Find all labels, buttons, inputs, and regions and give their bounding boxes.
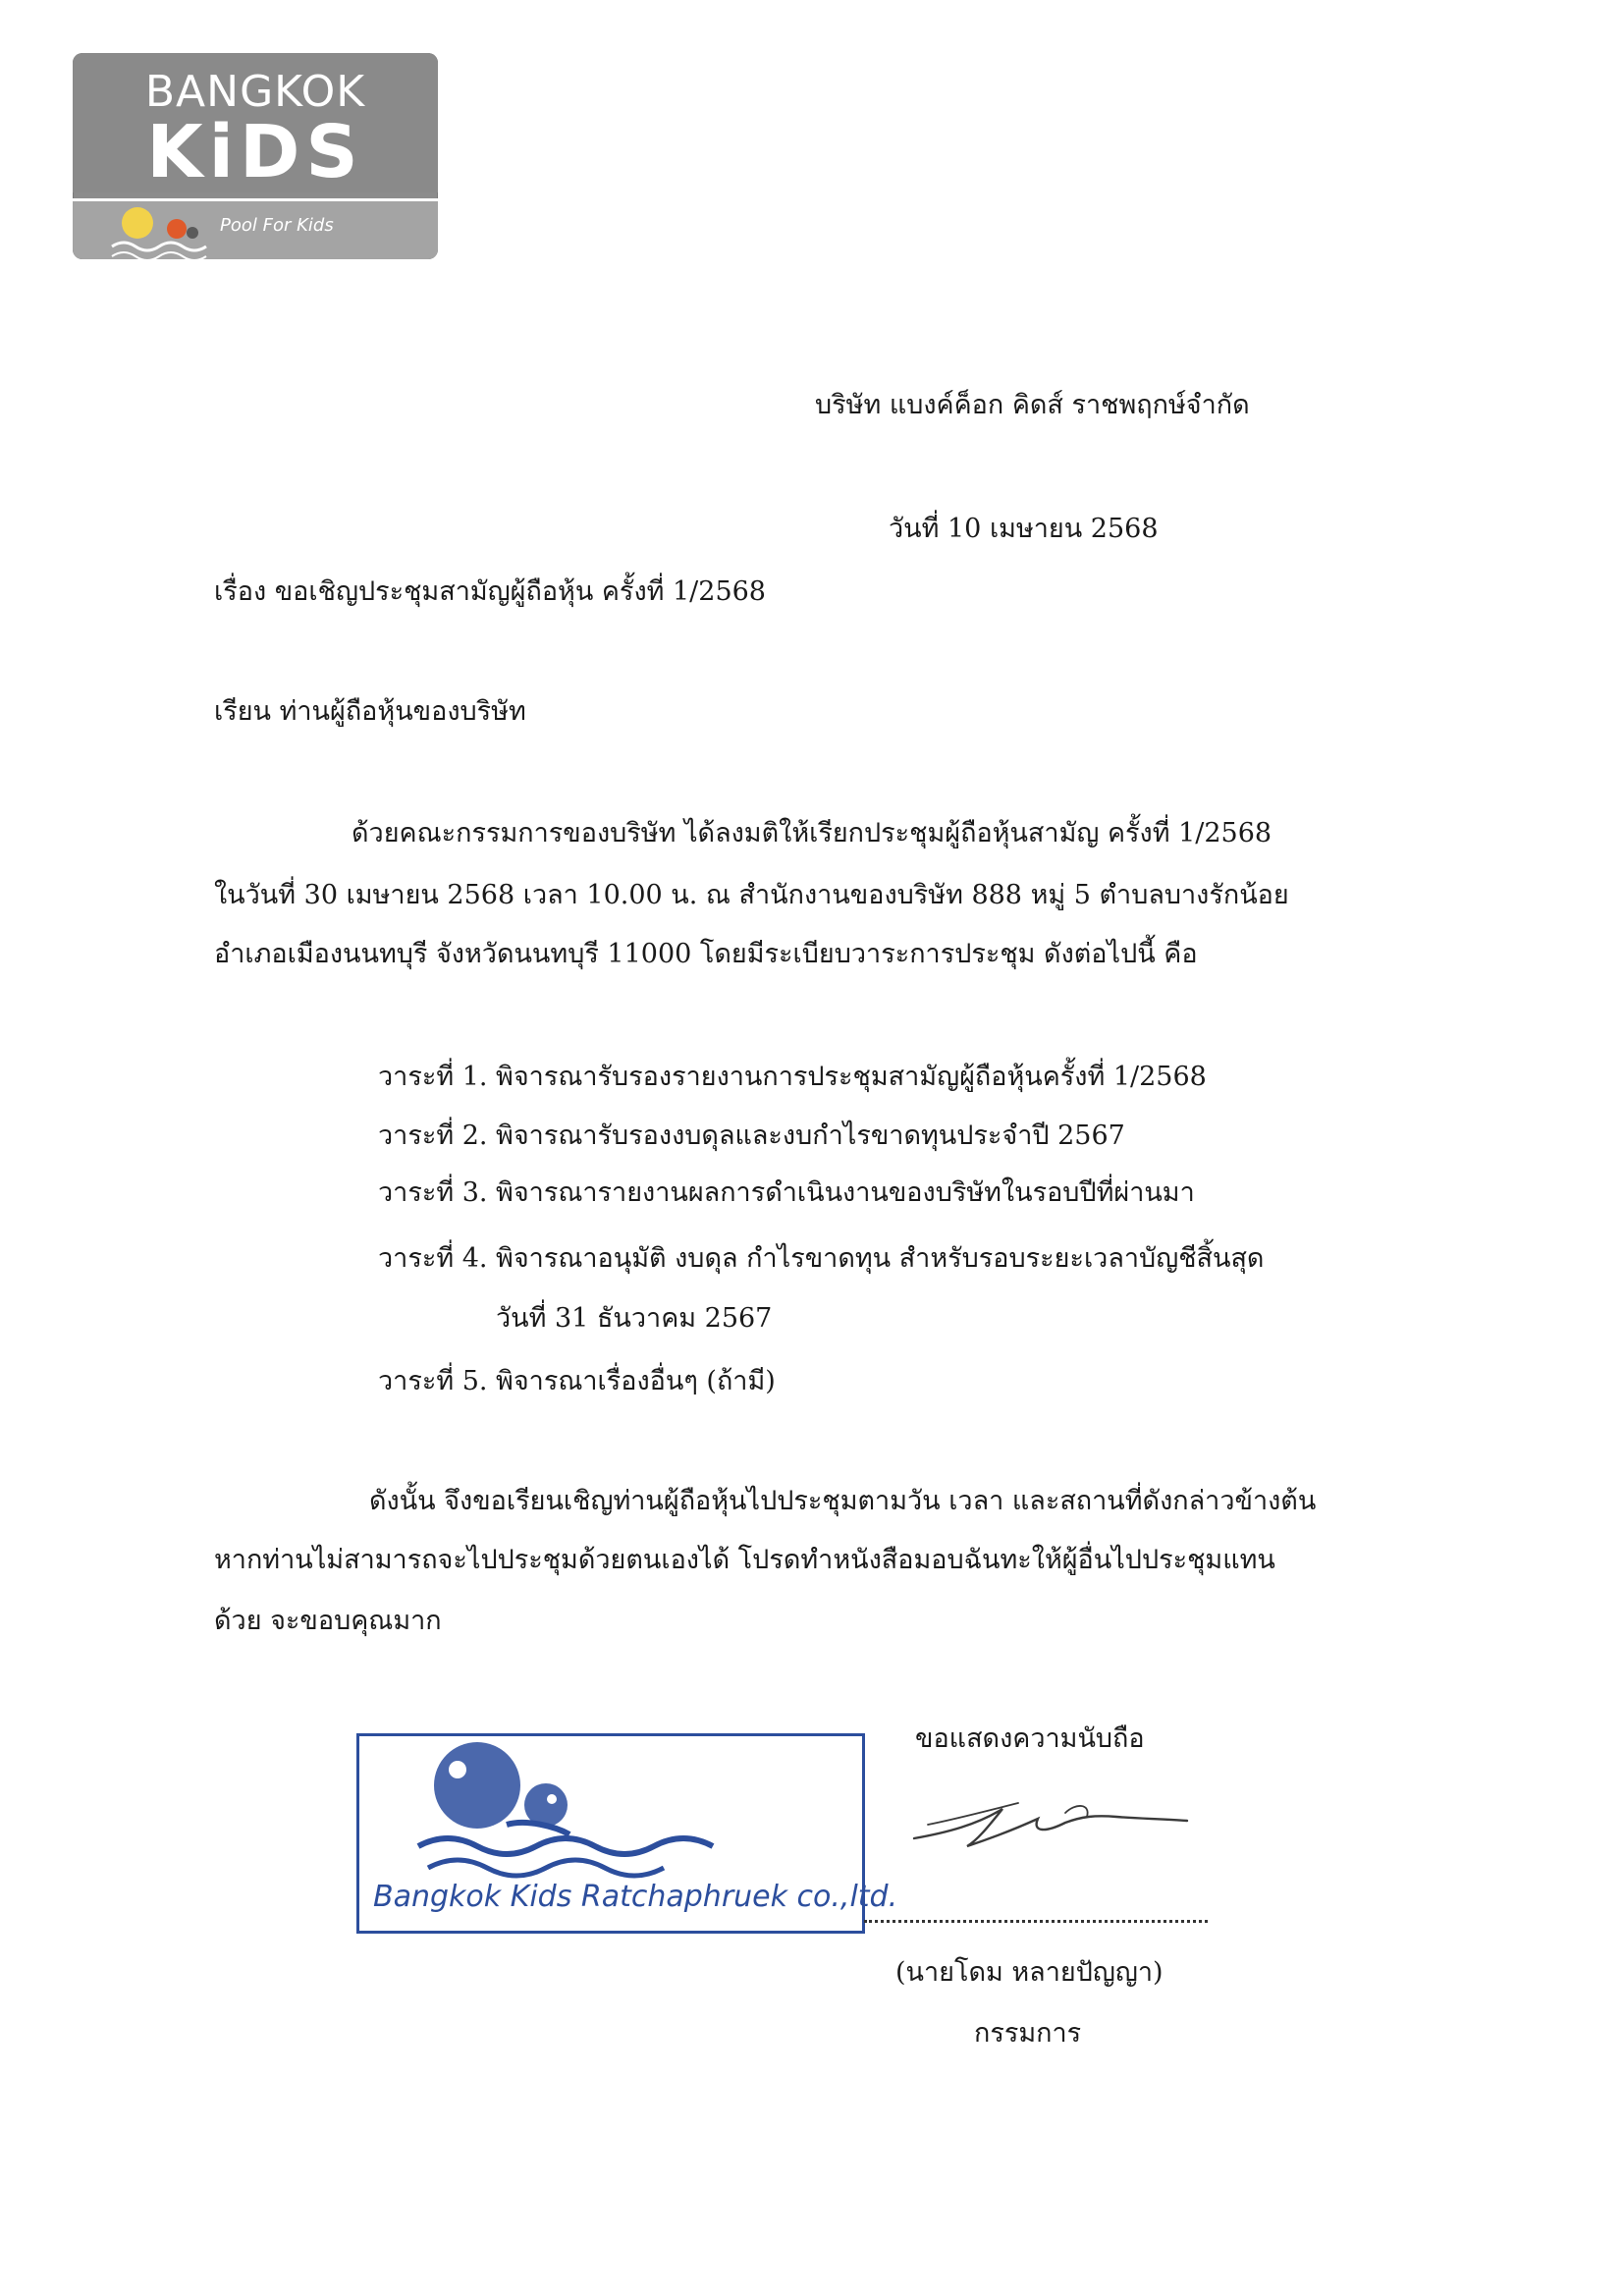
agenda-item: วาระที่ 1. พิจารณารับรองรายงานการประชุมสามัญผู้ถือหุ้นครั้งที่ 1/2568 xyxy=(378,1062,1207,1092)
closing-line: ด้วย จะขอบคุณมาก xyxy=(214,1606,442,1636)
signature-dotted-line xyxy=(864,1920,1208,1923)
swimming-mascot-icon xyxy=(110,205,218,259)
company-logo xyxy=(73,53,438,259)
company-stamp xyxy=(356,1733,898,1934)
agenda-item: วาระที่ 3. พิจารณารายงานผลการดำเนินงานของบริษัทในรอบปีที่ผ่านมา xyxy=(378,1177,1195,1208)
signer-name: (นายโดม หลายปัญญา) xyxy=(895,1957,1164,1988)
letter-date: วันที่ 10 เมษายน 2568 xyxy=(889,514,1159,544)
agenda-item-continuation: วันที่ 31 ธันวาคม 2567 xyxy=(496,1303,773,1334)
agenda-item: วาระที่ 2. พิจารณารับรองงบดุลและงบกำไรขาดทุนประจำปี 2567 xyxy=(378,1121,1125,1151)
company-name: บริษัท แบงค์ค็อก คิดส์ ราชพฤกษ์จำกัด xyxy=(815,390,1250,420)
logo-brand-line1: BANGKOK xyxy=(144,67,366,117)
logo-top-panel xyxy=(73,53,438,192)
letter-subject: เรื่อง ขอเชิญประชุมสามัญผู้ถือหุ้น ครั้งที่ 1/2568 xyxy=(214,576,766,607)
logo-brand-line2: KiDS xyxy=(146,110,364,194)
logo-bottom-panel xyxy=(73,198,438,259)
body-line: อำเภอเมืองนนทบุรี จังหวัดนนทบุรี 11000 โดยมีระเบียบวาระการประชุม ดังต่อไปนี้ คือ xyxy=(214,939,1198,969)
body-line: ในวันที่ 30 เมษายน 2568 เวลา 10.00 น. ณ สำนักงานของบริษัท 888 หมู่ 5 ตำบลบางรักน้อย xyxy=(214,880,1289,910)
stamp-text: Bangkok Kids Ratchaphruek co.,ltd. xyxy=(373,1880,898,1914)
body-line: ด้วยคณะกรรมการของบริษัท ได้ลงมติให้เรียกประชุมผู้ถือหุ้นสามัญ ครั้งที่ 1/2568 xyxy=(352,818,1272,848)
closing-line: ดังนั้น จึงขอเรียนเชิญท่านผู้ถือหุ้นไปประชุมตามวัน เวลา และสถานที่ดังกล่าวข้างต้น xyxy=(369,1486,1317,1516)
closing-line: หากท่านไม่สามารถจะไปประชุมด้วยตนเองได้ โปรดทำหนังสือมอบฉันทะให้ผู้อื่นไปประชุมแทน xyxy=(214,1545,1275,1575)
letter-salutation: เรียน ท่านผู้ถือหุ้นของบริษัท xyxy=(214,696,526,727)
handwritten-signature-icon xyxy=(908,1789,1193,1858)
fish-mascot-stamp-icon xyxy=(359,1736,862,1884)
signer-title: กรรมการ xyxy=(974,2018,1082,2049)
sign-off: ขอแสดงความนับถือ xyxy=(915,1723,1145,1754)
logo-tagline: Pool For Kids xyxy=(220,215,334,236)
agenda-item: วาระที่ 4. พิจารณาอนุมัติ งบดุล กำไรขาดทุน สำหรับรอบระยะเวลาบัญชีสิ้นสุด xyxy=(378,1243,1265,1274)
agenda-item: วาระที่ 5. พิจารณาเรื่องอื่นๆ (ถ้ามี) xyxy=(378,1366,776,1396)
